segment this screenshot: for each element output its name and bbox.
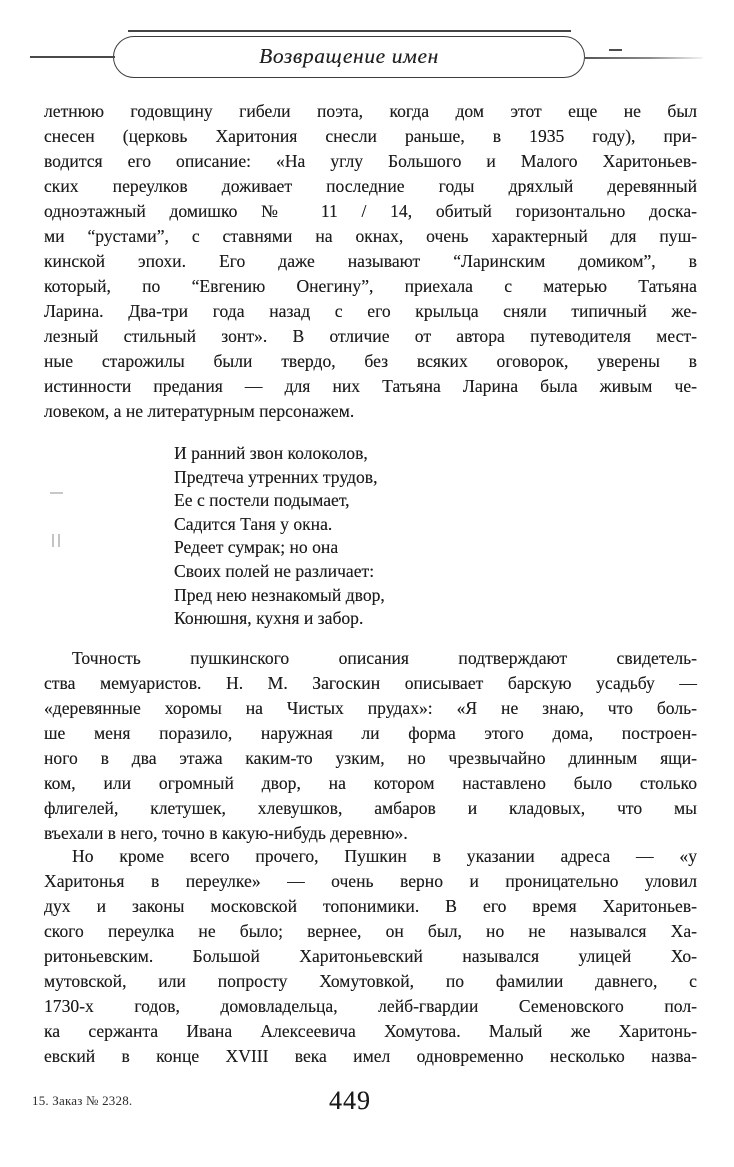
text-line: ного в два этажа каким-то узким, но чрезвычайно длинным ящи- bbox=[44, 748, 697, 768]
poem-line: Редеет сумрак; но она bbox=[174, 537, 339, 558]
scan-artifact-tick bbox=[58, 534, 60, 547]
text-line: евский в конце XVIII века имел одновременно несколько назва- bbox=[44, 1046, 697, 1066]
chapter-title: Возвращение имен bbox=[259, 44, 439, 68]
text-line: снесен (церковь Харитония снесли раньше, в 1935 году), при- bbox=[44, 126, 697, 146]
text-line: Ларина. Два-три года назад с его крыльца сняли типичный же- bbox=[44, 301, 697, 321]
text-line: въехали в него, точно в какую-нибудь деревню». bbox=[44, 823, 408, 843]
text-line: летнюю годовщину гибели поэта, когда дом этот еще не был bbox=[44, 101, 697, 121]
text-line: Точность пушкинского описания подтверждают свидетель- bbox=[72, 648, 697, 668]
poem-line: И ранний звон колоколов, bbox=[174, 443, 368, 463]
text-line: одноэтажный домишко № 11 / 14, обитый горизонтально доска- bbox=[44, 201, 697, 221]
text-line: флигелей, клетушек, хлевушков, амбаров и кладовых, что мы bbox=[44, 798, 697, 818]
text-line: который, по “Евгению Онегину”, приехала с матерью Татьяна bbox=[44, 276, 697, 296]
text-line: Харитонья в переулке» — очень верно и проницательно уловил bbox=[44, 871, 697, 891]
paragraph-continuation bbox=[44, 99, 697, 424]
poem-line: Своих полей не различает: bbox=[174, 560, 375, 581]
poem-line: Предтеча утренних трудов, bbox=[174, 466, 378, 487]
text-line: ловеком, а не литературным персонажем. bbox=[44, 401, 355, 421]
text-line: кинской эпохи. Его даже называют “Ларинским домиком”, в bbox=[44, 251, 697, 271]
scan-artifact-ticks bbox=[52, 534, 64, 547]
poem-line: Пред нею незнакомый двор, bbox=[174, 584, 385, 605]
text-line: ритоньевским. Большой Харитоньевский назывался улицей Хо- bbox=[44, 946, 697, 966]
poem-line: Ее с постели подымает, bbox=[174, 490, 350, 511]
paragraph bbox=[44, 646, 697, 846]
poem-line: Садится Таня у окна. bbox=[174, 513, 333, 534]
text-line: ского переулка не было; вернее, он был, но не назывался Ха- bbox=[44, 921, 697, 941]
print-order-note: 15. Заказ № 2328. bbox=[32, 1093, 133, 1108]
text-line: лезный стильный зонт». В отличие от автора путеводителя мест- bbox=[44, 326, 697, 346]
text-line: «деревянные хоромы на Чистых прудах»: «Я не знаю, что боль- bbox=[44, 698, 697, 718]
text-line: ми “рустами”, с ставнями на окнах, очень характерный для пуш- bbox=[44, 226, 697, 246]
text-line: дух и законы московской топонимики. В его время Харитоньев- bbox=[44, 896, 697, 916]
header-dash-mark bbox=[609, 49, 622, 51]
text-line: ства мемуаристов. Н. М. Загоскин описывает барскую усадьбу — bbox=[44, 673, 697, 693]
text-line: истинности предания — для них Татьяна Ларина была живым че- bbox=[44, 376, 697, 396]
poem-block bbox=[174, 442, 594, 631]
text-line: ше меня поразило, наружная ли форма этого дома, построен- bbox=[44, 723, 697, 743]
text-line: водится его описание: «На углу Большого и Малого Харитоньев- bbox=[44, 151, 697, 171]
banner-top-line bbox=[128, 30, 571, 32]
page-number: 449 bbox=[329, 1086, 371, 1115]
text-line: ских переулков доживает последние годы дряхлый деревянный bbox=[44, 176, 697, 196]
text-line: 1730-х годов, домовладельца, лейб-гвардии Семеновского пол- bbox=[44, 996, 697, 1016]
poem-line: Конюшня, кухня и забор. bbox=[174, 608, 364, 629]
text-line: Но кроме всего прочего, Пушкин в указании адреса — «у bbox=[72, 846, 697, 866]
scan-artifact-tick bbox=[52, 534, 54, 547]
text-line: ка сержанта Ивана Алексеевича Хомутова. Малый же Харитонь- bbox=[44, 1021, 697, 1041]
text-line: ком, или огромный двор, на котором наставлено было столько bbox=[44, 773, 697, 793]
text-line: ные старожилы были твердо, без всяких оговорок, уверены в bbox=[44, 351, 697, 371]
header-rule-right bbox=[584, 57, 703, 59]
text-line: мутовской, или попросту Хомутовкой, по фамилии давнего, с bbox=[44, 971, 697, 991]
header-rule-left bbox=[30, 56, 115, 58]
scan-artifact-dash bbox=[50, 492, 63, 494]
paragraph bbox=[44, 844, 697, 1069]
